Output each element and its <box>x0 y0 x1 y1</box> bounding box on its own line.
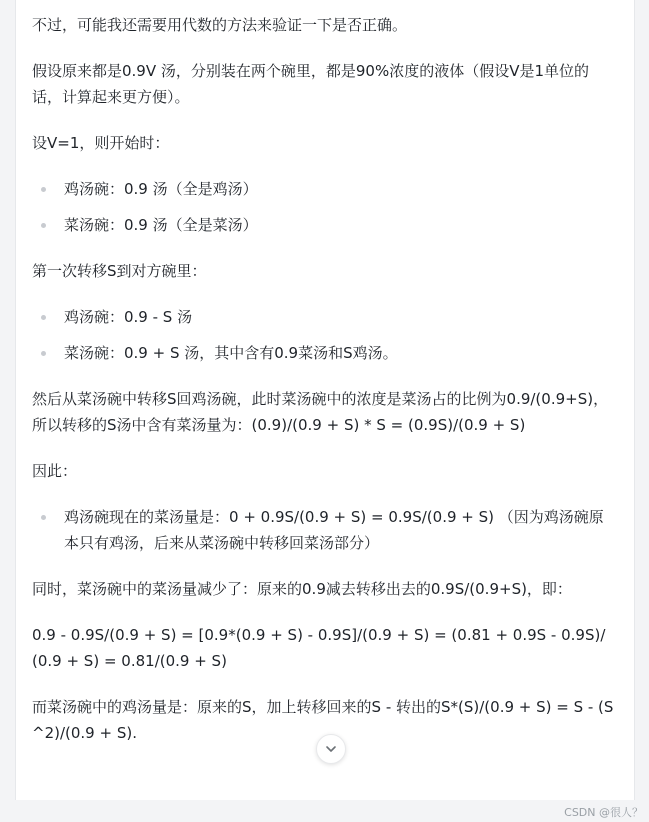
paragraph-equation: 0.9 - 0.9S/(0.9 + S) = [0.9*(0.9 + S) - 0.9S]/(0.9 + S) = (0.81 + 0.9S - 0.9S)/(0.9 + S) = 0.81/(0.9 + S) <box>32 626 606 670</box>
scroll-to-bottom-button[interactable] <box>316 734 346 764</box>
watermark: CSDN @很人？ <box>564 806 643 819</box>
list-first-transfer <box>32 304 617 366</box>
bottom-bar <box>0 800 649 822</box>
paragraph-therefore: 因此： <box>32 462 78 480</box>
message-card <box>15 0 635 800</box>
paragraph-second-transfer: 然后从菜汤碗中转移S回鸡汤碗，此时菜汤碗中的浓度是菜汤占的比例为0.9/(0.9+S)，所以转移的S汤中含有菜汤量为：(0.9)/(0.9 + S) * S = (0.9S)/(0.9 + S) <box>32 390 609 434</box>
paragraph-setup: 设V=1，则开始时： <box>32 134 170 152</box>
list-item: 鸡汤碗：0.9 - S 汤 <box>32 304 617 330</box>
list-item: 菜汤碗：0.9 汤（全是菜汤） <box>32 212 617 238</box>
paragraph-first-transfer: 第一次转移S到对方碗里： <box>32 262 207 280</box>
chevron-down-icon <box>324 742 338 756</box>
paragraph-chicken-soup: 而菜汤碗中的鸡汤量是：原来的S，加上转移回来的S - 转出的S*(S)/(0.9 + S) = S - (S^2)/(0.9 + S). <box>32 698 614 742</box>
list-result <box>32 504 617 556</box>
list-initial <box>32 176 617 238</box>
message-content <box>32 12 617 766</box>
paragraph-assumption: 假设原来都是0.9V 汤，分别装在两个碗里，都是90%浓度的液体（假设V是1单位的话，计算起来更方便）。 <box>32 62 590 106</box>
paragraph-decrease: 同时，菜汤碗中的菜汤量减少了：原来的0.9减去转移出去的0.9S/(0.9+S)，即： <box>32 580 572 598</box>
paragraph-intro: 不过，可能我还需要用代数的方法来验证一下是否正确。 <box>32 16 408 34</box>
list-item: 鸡汤碗：0.9 汤（全是鸡汤） <box>32 176 617 202</box>
list-item: 菜汤碗：0.9 + S 汤，其中含有0.9菜汤和S鸡汤。 <box>32 340 617 366</box>
list-item: 鸡汤碗现在的菜汤量是：0 + 0.9S/(0.9 + S) = 0.9S/(0.9 + S) （因为鸡汤碗原本只有鸡汤，后来从菜汤碗中转移回菜汤部分） <box>32 504 617 556</box>
